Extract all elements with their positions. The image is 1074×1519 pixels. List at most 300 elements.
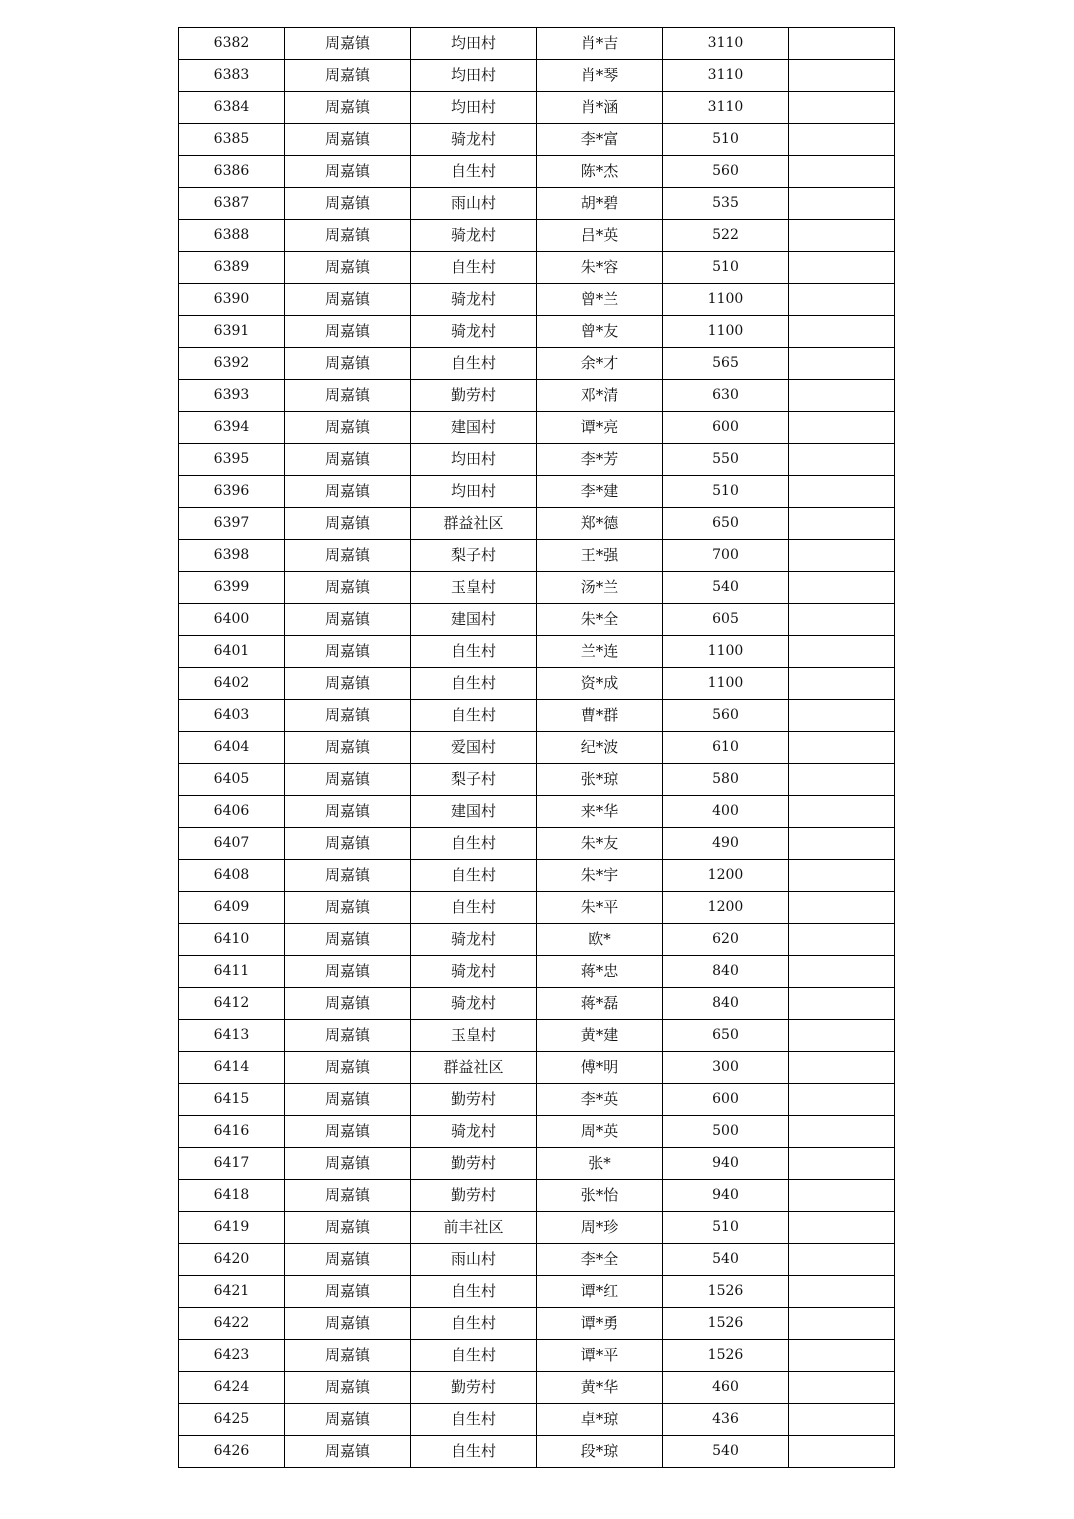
town-cell: 周嘉镇	[285, 1276, 411, 1308]
village-cell: 骑龙村	[411, 124, 537, 156]
note-cell	[789, 988, 895, 1020]
row-number-cell: 6414	[179, 1052, 285, 1084]
row-number-cell: 6420	[179, 1244, 285, 1276]
person-name-cell: 陈*杰	[537, 156, 663, 188]
amount-cell: 650	[663, 508, 789, 540]
row-number-cell: 6410	[179, 924, 285, 956]
amount-cell: 3110	[663, 92, 789, 124]
row-number-cell: 6422	[179, 1308, 285, 1340]
person-name-cell: 李*英	[537, 1084, 663, 1116]
note-cell	[789, 604, 895, 636]
row-number-cell: 6385	[179, 124, 285, 156]
amount-cell: 580	[663, 764, 789, 796]
town-cell: 周嘉镇	[285, 284, 411, 316]
town-cell: 周嘉镇	[285, 604, 411, 636]
village-cell: 自生村	[411, 828, 537, 860]
village-cell: 自生村	[411, 700, 537, 732]
amount-cell: 3110	[663, 60, 789, 92]
note-cell	[789, 156, 895, 188]
person-name-cell: 李*富	[537, 124, 663, 156]
row-number-cell: 6394	[179, 412, 285, 444]
amount-cell: 630	[663, 380, 789, 412]
person-name-cell: 纪*波	[537, 732, 663, 764]
table-row	[179, 732, 895, 764]
row-number-cell: 6418	[179, 1180, 285, 1212]
village-cell: 骑龙村	[411, 220, 537, 252]
town-cell: 周嘉镇	[285, 1244, 411, 1276]
row-number-cell: 6407	[179, 828, 285, 860]
row-number-cell: 6387	[179, 188, 285, 220]
table-row	[179, 1180, 895, 1212]
person-name-cell: 卓*琼	[537, 1404, 663, 1436]
person-name-cell: 肖*吉	[537, 28, 663, 60]
table-row	[179, 188, 895, 220]
person-name-cell: 资*成	[537, 668, 663, 700]
amount-cell: 1526	[663, 1340, 789, 1372]
amount-cell: 940	[663, 1148, 789, 1180]
person-name-cell: 张*怡	[537, 1180, 663, 1212]
person-name-cell: 谭*亮	[537, 412, 663, 444]
row-number-cell: 6392	[179, 348, 285, 380]
amount-cell: 490	[663, 828, 789, 860]
town-cell: 周嘉镇	[285, 668, 411, 700]
town-cell: 周嘉镇	[285, 956, 411, 988]
amount-cell: 540	[663, 1436, 789, 1468]
town-cell: 周嘉镇	[285, 1180, 411, 1212]
amount-cell: 700	[663, 540, 789, 572]
note-cell	[789, 316, 895, 348]
village-cell: 均田村	[411, 60, 537, 92]
amount-cell: 650	[663, 1020, 789, 1052]
village-cell: 爱国村	[411, 732, 537, 764]
note-cell	[789, 60, 895, 92]
table-row	[179, 860, 895, 892]
village-cell: 均田村	[411, 28, 537, 60]
town-cell: 周嘉镇	[285, 924, 411, 956]
village-cell: 雨山村	[411, 188, 537, 220]
table-row	[179, 1308, 895, 1340]
note-cell	[789, 1244, 895, 1276]
village-cell: 均田村	[411, 444, 537, 476]
note-cell	[789, 508, 895, 540]
row-number-cell: 6399	[179, 572, 285, 604]
row-number-cell: 6395	[179, 444, 285, 476]
note-cell	[789, 1148, 895, 1180]
town-cell: 周嘉镇	[285, 636, 411, 668]
note-cell	[789, 892, 895, 924]
table-row	[179, 1148, 895, 1180]
note-cell	[789, 956, 895, 988]
row-number-cell: 6408	[179, 860, 285, 892]
town-cell: 周嘉镇	[285, 252, 411, 284]
row-number-cell: 6397	[179, 508, 285, 540]
row-number-cell: 6423	[179, 1340, 285, 1372]
town-cell: 周嘉镇	[285, 60, 411, 92]
row-number-cell: 6403	[179, 700, 285, 732]
village-cell: 梨子村	[411, 540, 537, 572]
note-cell	[789, 700, 895, 732]
town-cell: 周嘉镇	[285, 1084, 411, 1116]
row-number-cell: 6389	[179, 252, 285, 284]
table-row	[179, 1340, 895, 1372]
note-cell	[789, 572, 895, 604]
data-table	[178, 27, 895, 1468]
town-cell: 周嘉镇	[285, 444, 411, 476]
person-name-cell: 邓*清	[537, 380, 663, 412]
note-cell	[789, 1212, 895, 1244]
town-cell: 周嘉镇	[285, 1212, 411, 1244]
amount-cell: 510	[663, 1212, 789, 1244]
village-cell: 骑龙村	[411, 1116, 537, 1148]
town-cell: 周嘉镇	[285, 764, 411, 796]
row-number-cell: 6424	[179, 1372, 285, 1404]
note-cell	[789, 1116, 895, 1148]
amount-cell: 460	[663, 1372, 789, 1404]
amount-cell: 840	[663, 956, 789, 988]
note-cell	[789, 1372, 895, 1404]
town-cell: 周嘉镇	[285, 1436, 411, 1468]
town-cell: 周嘉镇	[285, 572, 411, 604]
village-cell: 自生村	[411, 1276, 537, 1308]
row-number-cell: 6421	[179, 1276, 285, 1308]
town-cell: 周嘉镇	[285, 28, 411, 60]
table-body	[179, 28, 895, 1468]
town-cell: 周嘉镇	[285, 1116, 411, 1148]
village-cell: 自生村	[411, 252, 537, 284]
table-row	[179, 444, 895, 476]
person-name-cell: 黄*建	[537, 1020, 663, 1052]
town-cell: 周嘉镇	[285, 988, 411, 1020]
amount-cell: 600	[663, 1084, 789, 1116]
village-cell: 勤劳村	[411, 1148, 537, 1180]
village-cell: 自生村	[411, 1308, 537, 1340]
amount-cell: 1100	[663, 316, 789, 348]
town-cell: 周嘉镇	[285, 1404, 411, 1436]
town-cell: 周嘉镇	[285, 316, 411, 348]
note-cell	[789, 252, 895, 284]
person-name-cell: 曾*友	[537, 316, 663, 348]
person-name-cell: 蒋*忠	[537, 956, 663, 988]
table-row	[179, 764, 895, 796]
village-cell: 自生村	[411, 348, 537, 380]
row-number-cell: 6390	[179, 284, 285, 316]
town-cell: 周嘉镇	[285, 1308, 411, 1340]
village-cell: 自生村	[411, 892, 537, 924]
amount-cell: 1200	[663, 892, 789, 924]
table-row	[179, 156, 895, 188]
row-number-cell: 6413	[179, 1020, 285, 1052]
note-cell	[789, 412, 895, 444]
village-cell: 勤劳村	[411, 1372, 537, 1404]
note-cell	[789, 540, 895, 572]
amount-cell: 510	[663, 124, 789, 156]
row-number-cell: 6388	[179, 220, 285, 252]
person-name-cell: 欧*	[537, 924, 663, 956]
table-row	[179, 572, 895, 604]
table-row	[179, 1212, 895, 1244]
village-cell: 建国村	[411, 796, 537, 828]
village-cell: 勤劳村	[411, 380, 537, 412]
person-name-cell: 王*强	[537, 540, 663, 572]
person-name-cell: 吕*英	[537, 220, 663, 252]
village-cell: 均田村	[411, 92, 537, 124]
amount-cell: 610	[663, 732, 789, 764]
table-row	[179, 924, 895, 956]
row-number-cell: 6386	[179, 156, 285, 188]
row-number-cell: 6416	[179, 1116, 285, 1148]
village-cell: 群益社区	[411, 508, 537, 540]
table-row	[179, 796, 895, 828]
village-cell: 自生村	[411, 1436, 537, 1468]
table-row	[179, 380, 895, 412]
person-name-cell: 朱*全	[537, 604, 663, 636]
town-cell: 周嘉镇	[285, 188, 411, 220]
amount-cell: 540	[663, 572, 789, 604]
table-row	[179, 668, 895, 700]
town-cell: 周嘉镇	[285, 1148, 411, 1180]
note-cell	[789, 860, 895, 892]
table-row	[179, 508, 895, 540]
person-name-cell: 傅*明	[537, 1052, 663, 1084]
person-name-cell: 朱*友	[537, 828, 663, 860]
note-cell	[789, 380, 895, 412]
note-cell	[789, 444, 895, 476]
amount-cell: 560	[663, 700, 789, 732]
row-number-cell: 6398	[179, 540, 285, 572]
town-cell: 周嘉镇	[285, 412, 411, 444]
village-cell: 自生村	[411, 1404, 537, 1436]
note-cell	[789, 828, 895, 860]
village-cell: 雨山村	[411, 1244, 537, 1276]
amount-cell: 605	[663, 604, 789, 636]
town-cell: 周嘉镇	[285, 156, 411, 188]
amount-cell: 400	[663, 796, 789, 828]
person-name-cell: 周*英	[537, 1116, 663, 1148]
amount-cell: 620	[663, 924, 789, 956]
village-cell: 均田村	[411, 476, 537, 508]
town-cell: 周嘉镇	[285, 540, 411, 572]
table-row	[179, 1244, 895, 1276]
amount-cell: 535	[663, 188, 789, 220]
table-row	[179, 956, 895, 988]
amount-cell: 1526	[663, 1308, 789, 1340]
note-cell	[789, 924, 895, 956]
row-number-cell: 6412	[179, 988, 285, 1020]
town-cell: 周嘉镇	[285, 380, 411, 412]
table-row	[179, 828, 895, 860]
village-cell: 勤劳村	[411, 1180, 537, 1212]
amount-cell: 3110	[663, 28, 789, 60]
note-cell	[789, 476, 895, 508]
village-cell: 群益社区	[411, 1052, 537, 1084]
person-name-cell: 谭*勇	[537, 1308, 663, 1340]
note-cell	[789, 188, 895, 220]
village-cell: 前丰社区	[411, 1212, 537, 1244]
note-cell	[789, 1276, 895, 1308]
person-name-cell: 朱*容	[537, 252, 663, 284]
person-name-cell: 张*	[537, 1148, 663, 1180]
amount-cell: 540	[663, 1244, 789, 1276]
row-number-cell: 6415	[179, 1084, 285, 1116]
village-cell: 骑龙村	[411, 988, 537, 1020]
person-name-cell: 谭*平	[537, 1340, 663, 1372]
row-number-cell: 6417	[179, 1148, 285, 1180]
table-row	[179, 892, 895, 924]
town-cell: 周嘉镇	[285, 1052, 411, 1084]
amount-cell: 560	[663, 156, 789, 188]
row-number-cell: 6419	[179, 1212, 285, 1244]
row-number-cell: 6393	[179, 380, 285, 412]
village-cell: 建国村	[411, 604, 537, 636]
town-cell: 周嘉镇	[285, 508, 411, 540]
note-cell	[789, 1084, 895, 1116]
town-cell: 周嘉镇	[285, 476, 411, 508]
amount-cell: 600	[663, 412, 789, 444]
village-cell: 玉皇村	[411, 1020, 537, 1052]
town-cell: 周嘉镇	[285, 892, 411, 924]
village-cell: 骑龙村	[411, 316, 537, 348]
note-cell	[789, 92, 895, 124]
amount-cell: 550	[663, 444, 789, 476]
town-cell: 周嘉镇	[285, 796, 411, 828]
note-cell	[789, 732, 895, 764]
person-name-cell: 曾*兰	[537, 284, 663, 316]
village-cell: 自生村	[411, 668, 537, 700]
person-name-cell: 谭*红	[537, 1276, 663, 1308]
note-cell	[789, 636, 895, 668]
table-row	[179, 604, 895, 636]
table-row	[179, 124, 895, 156]
amount-cell: 1100	[663, 284, 789, 316]
table-row	[179, 316, 895, 348]
row-number-cell: 6406	[179, 796, 285, 828]
table-row	[179, 28, 895, 60]
note-cell	[789, 284, 895, 316]
row-number-cell: 6426	[179, 1436, 285, 1468]
town-cell: 周嘉镇	[285, 220, 411, 252]
row-number-cell: 6384	[179, 92, 285, 124]
note-cell	[789, 1020, 895, 1052]
note-cell	[789, 1340, 895, 1372]
row-number-cell: 6383	[179, 60, 285, 92]
town-cell: 周嘉镇	[285, 860, 411, 892]
table-row	[179, 476, 895, 508]
village-cell: 自生村	[411, 860, 537, 892]
row-number-cell: 6401	[179, 636, 285, 668]
table-row	[179, 348, 895, 380]
note-cell	[789, 1404, 895, 1436]
person-name-cell: 周*珍	[537, 1212, 663, 1244]
table-row	[179, 636, 895, 668]
row-number-cell: 6396	[179, 476, 285, 508]
amount-cell: 500	[663, 1116, 789, 1148]
person-name-cell: 段*琼	[537, 1436, 663, 1468]
person-name-cell: 李*建	[537, 476, 663, 508]
note-cell	[789, 124, 895, 156]
note-cell	[789, 28, 895, 60]
person-name-cell: 兰*连	[537, 636, 663, 668]
person-name-cell: 肖*涵	[537, 92, 663, 124]
note-cell	[789, 1436, 895, 1468]
table-row	[179, 1404, 895, 1436]
row-number-cell: 6402	[179, 668, 285, 700]
town-cell: 周嘉镇	[285, 124, 411, 156]
village-cell: 自生村	[411, 156, 537, 188]
village-cell: 骑龙村	[411, 284, 537, 316]
person-name-cell: 朱*平	[537, 892, 663, 924]
amount-cell: 510	[663, 476, 789, 508]
note-cell	[789, 668, 895, 700]
town-cell: 周嘉镇	[285, 92, 411, 124]
village-cell: 梨子村	[411, 764, 537, 796]
person-name-cell: 蒋*磊	[537, 988, 663, 1020]
table-row	[179, 92, 895, 124]
note-cell	[789, 1180, 895, 1212]
village-cell: 勤劳村	[411, 1084, 537, 1116]
row-number-cell: 6409	[179, 892, 285, 924]
amount-cell: 840	[663, 988, 789, 1020]
person-name-cell: 张*琼	[537, 764, 663, 796]
table-row	[179, 1020, 895, 1052]
amount-cell: 1526	[663, 1276, 789, 1308]
village-cell: 建国村	[411, 412, 537, 444]
table-row	[179, 1084, 895, 1116]
row-number-cell: 6405	[179, 764, 285, 796]
village-cell: 骑龙村	[411, 956, 537, 988]
person-name-cell: 余*才	[537, 348, 663, 380]
row-number-cell: 6400	[179, 604, 285, 636]
table-row	[179, 540, 895, 572]
note-cell	[789, 796, 895, 828]
person-name-cell: 李*芳	[537, 444, 663, 476]
person-name-cell: 曹*群	[537, 700, 663, 732]
note-cell	[789, 764, 895, 796]
row-number-cell: 6391	[179, 316, 285, 348]
town-cell: 周嘉镇	[285, 828, 411, 860]
person-name-cell: 肖*琴	[537, 60, 663, 92]
village-cell: 玉皇村	[411, 572, 537, 604]
town-cell: 周嘉镇	[285, 700, 411, 732]
town-cell: 周嘉镇	[285, 1020, 411, 1052]
table-row	[179, 1052, 895, 1084]
person-name-cell: 来*华	[537, 796, 663, 828]
table-row	[179, 700, 895, 732]
amount-cell: 565	[663, 348, 789, 380]
person-name-cell: 胡*碧	[537, 188, 663, 220]
town-cell: 周嘉镇	[285, 1372, 411, 1404]
note-cell	[789, 1308, 895, 1340]
amount-cell: 300	[663, 1052, 789, 1084]
table-row	[179, 1276, 895, 1308]
amount-cell: 940	[663, 1180, 789, 1212]
person-name-cell: 黄*华	[537, 1372, 663, 1404]
table-row	[179, 60, 895, 92]
person-name-cell: 汤*兰	[537, 572, 663, 604]
person-name-cell: 郑*德	[537, 508, 663, 540]
person-name-cell: 朱*宇	[537, 860, 663, 892]
amount-cell: 1200	[663, 860, 789, 892]
amount-cell: 510	[663, 252, 789, 284]
amount-cell: 436	[663, 1404, 789, 1436]
row-number-cell: 6404	[179, 732, 285, 764]
table-row	[179, 220, 895, 252]
village-cell: 自生村	[411, 1340, 537, 1372]
row-number-cell: 6425	[179, 1404, 285, 1436]
table-row	[179, 988, 895, 1020]
note-cell	[789, 220, 895, 252]
person-name-cell: 李*全	[537, 1244, 663, 1276]
table-row	[179, 412, 895, 444]
